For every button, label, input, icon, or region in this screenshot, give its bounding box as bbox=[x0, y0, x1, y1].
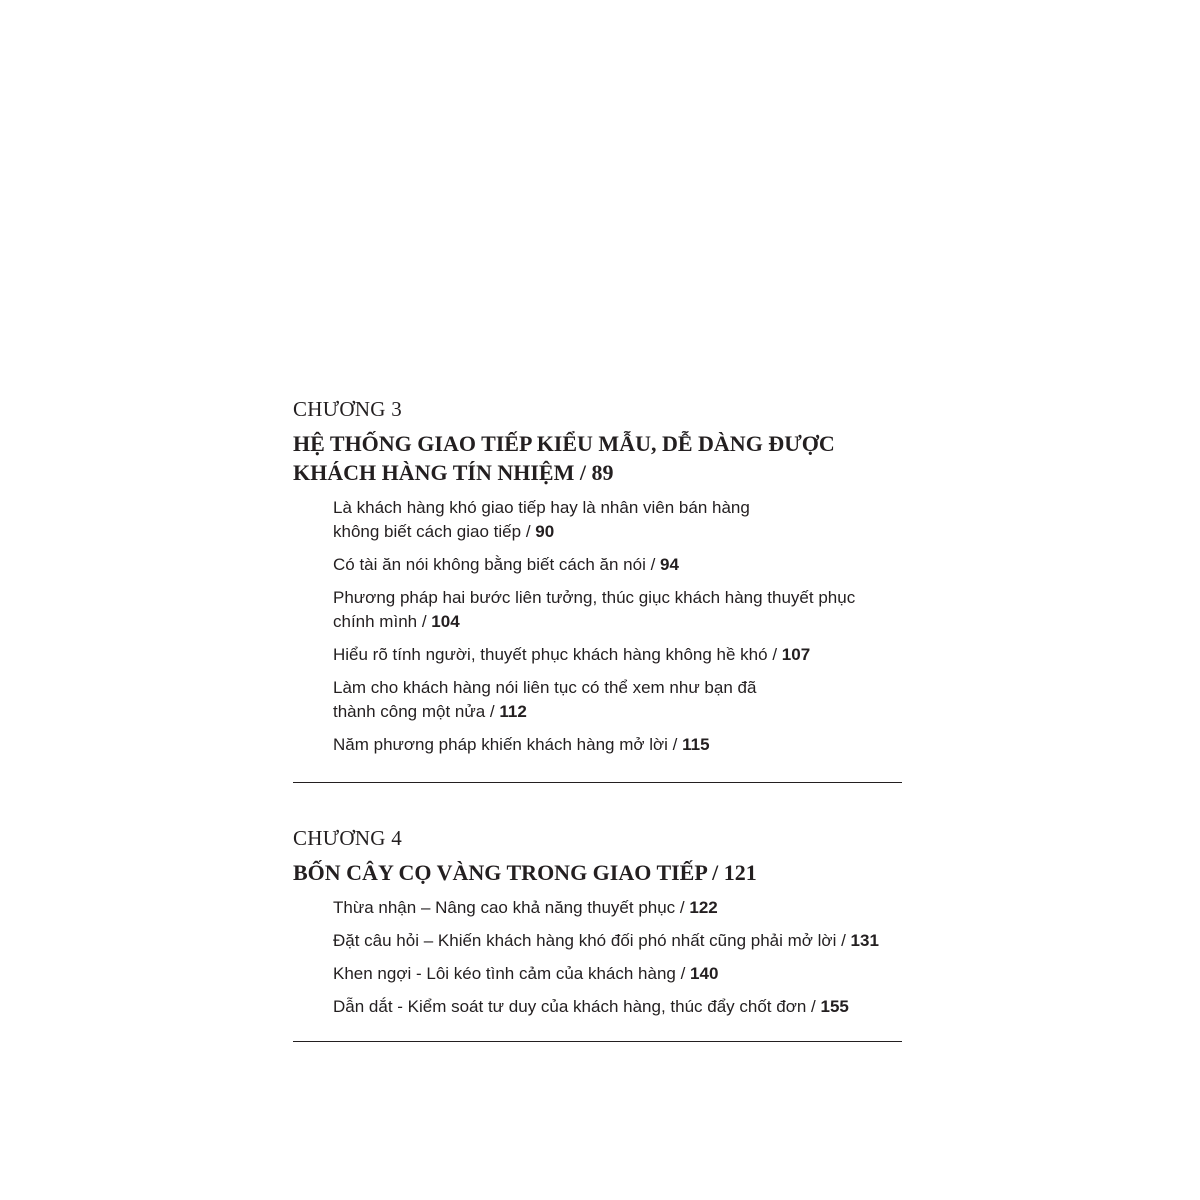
chapter-title-text: HỆ THỐNG GIAO TIẾP KIỂU MẪU, DỄ DÀNG ĐƯỢC KHÁCH HÀNG TÍN NHIỆM bbox=[293, 431, 835, 485]
section-page-number: 115 bbox=[682, 735, 710, 754]
section-title: Đặt câu hỏi – Khiến khách hàng khó đối phó nhất cũng phải mở lời bbox=[333, 931, 837, 950]
section-title: Là khách hàng khó giao tiếp hay là nhân viên bán hàng không biết cách giao tiếp bbox=[333, 498, 750, 541]
chapter-section bbox=[293, 823, 902, 1019]
section-title: Phương pháp hai bước liên tưởng, thúc giục khách hàng thuyết phục chính mình bbox=[333, 588, 856, 631]
table-of-contents bbox=[293, 394, 902, 1028]
page-separator: / bbox=[806, 997, 821, 1016]
section-title: Hiểu rõ tính người, thuyết phục khách hàng không hề khó bbox=[333, 645, 768, 664]
section-title: Khen ngợi - Lôi kéo tình cảm của khách hàng bbox=[333, 964, 676, 983]
section-list bbox=[293, 496, 902, 757]
section-item[interactable] bbox=[333, 586, 873, 634]
page-separator: / bbox=[521, 522, 536, 541]
section-page-number: 112 bbox=[499, 702, 527, 721]
section-item[interactable] bbox=[333, 896, 873, 920]
section-page-number: 140 bbox=[690, 964, 719, 983]
section-title: Dẫn dắt - Kiểm soát tư duy của khách hàng, thúc đẩy chốt đơn bbox=[333, 997, 807, 1016]
section-page-number: 122 bbox=[689, 898, 718, 917]
chapter-title-text: BỐN CÂY CỌ VÀNG TRONG GIAO TIẾP bbox=[293, 860, 707, 885]
section-title: Năm phương pháp khiến khách hàng mở lời bbox=[333, 735, 668, 754]
page-separator: / bbox=[767, 645, 782, 664]
section-title: Làm cho khách hàng nói liên tục có thể xem như bạn đã thành công một nửa bbox=[333, 678, 757, 721]
page-separator: / bbox=[574, 460, 592, 485]
section-page-number: 90 bbox=[535, 522, 555, 541]
chapter-divider bbox=[293, 1041, 902, 1042]
section-title: Thừa nhận – Nâng cao khả năng thuyết phục bbox=[333, 898, 676, 917]
chapter-divider bbox=[293, 782, 902, 783]
chapter-label: CHƯƠNG 3 bbox=[293, 397, 403, 421]
section-item[interactable] bbox=[333, 553, 873, 577]
section-list bbox=[293, 896, 902, 1019]
page-separator: / bbox=[675, 898, 690, 917]
section-item[interactable] bbox=[333, 962, 873, 986]
section-title: Có tài ăn nói không bằng biết cách ăn nói bbox=[333, 555, 646, 574]
chapter-label: CHƯƠNG 4 bbox=[293, 826, 403, 850]
page-separator: / bbox=[706, 860, 724, 885]
page-separator: / bbox=[417, 612, 432, 631]
chapter-section bbox=[293, 394, 902, 778]
chapter-title bbox=[293, 858, 893, 887]
section-page-number: 107 bbox=[781, 645, 811, 664]
page-separator: / bbox=[645, 555, 661, 574]
section-item[interactable] bbox=[333, 496, 773, 544]
section-item[interactable] bbox=[333, 676, 773, 724]
chapter-page-number: 121 bbox=[723, 860, 757, 885]
section-page-number: 94 bbox=[660, 555, 679, 574]
page-separator: / bbox=[675, 964, 691, 983]
section-page-number: 104 bbox=[431, 612, 460, 631]
section-item[interactable] bbox=[333, 643, 873, 667]
page-separator: / bbox=[836, 931, 851, 950]
section-item[interactable] bbox=[333, 929, 903, 953]
page-separator: / bbox=[667, 735, 683, 754]
section-page-number: 131 bbox=[850, 931, 879, 950]
section-page-number: 155 bbox=[820, 997, 849, 1016]
chapter-page-number: 89 bbox=[591, 460, 614, 485]
section-item[interactable] bbox=[333, 733, 873, 757]
page-separator: / bbox=[485, 702, 500, 721]
section-item[interactable] bbox=[333, 995, 873, 1019]
chapter-title bbox=[293, 429, 868, 487]
